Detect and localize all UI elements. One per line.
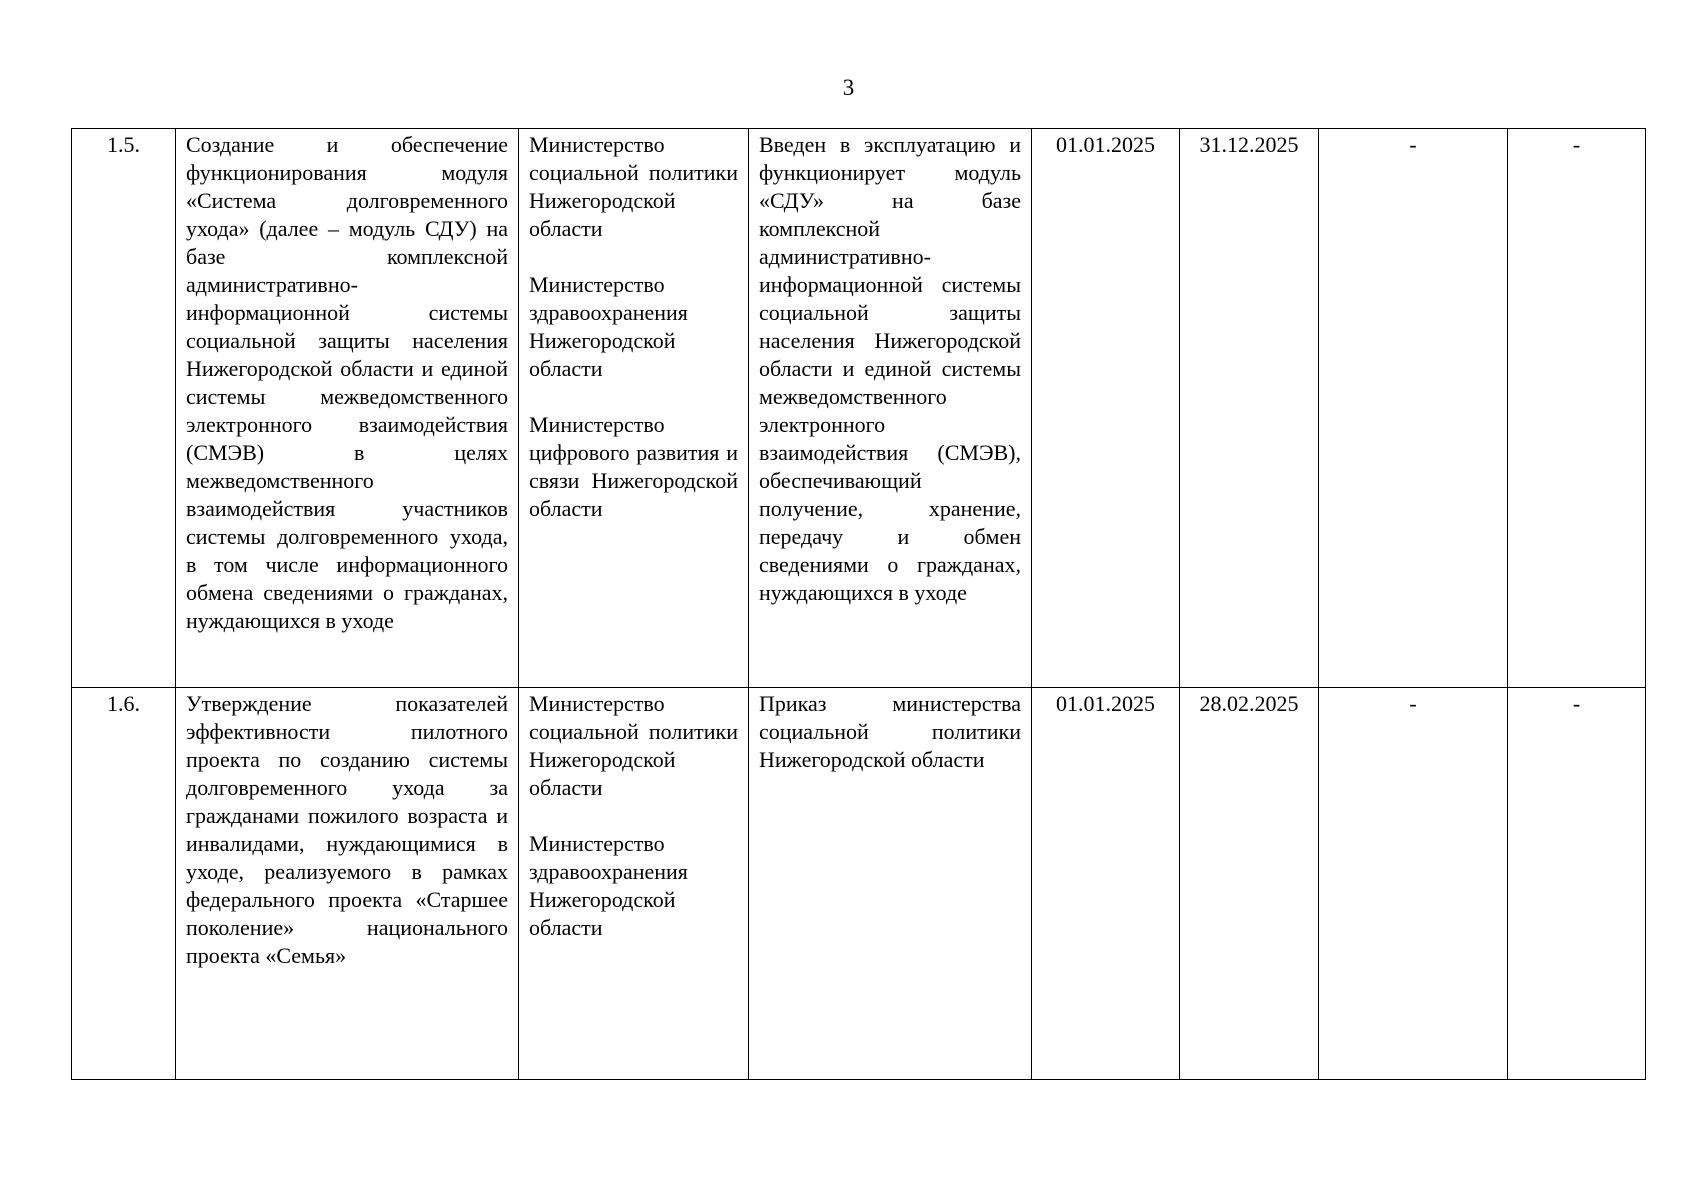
table-row [72, 688, 1646, 1080]
executor: Министерство здравоохранения Нижегородской области [529, 831, 688, 940]
executor: Министерство социальной политики Нижегородской области [529, 691, 738, 800]
executor: Министерство социальной политики Нижегородской области [529, 132, 738, 241]
expected-result: Введен в эксплуатацию и функционирует модуль «СДУ» на базе комплексной административно-информационной системы социальной защиты населения Нижегородской области и единой системы межведомственного электронного взаимодействия (СМЭВ), обеспечивающий получение, хранение, передачу и обмен сведениями о гражданах, нуждающихся в уходе [749, 129, 1032, 688]
event-description: Утверждение показателей эффективности пилотного проекта по созданию системы долговременного ухода за гражданами пожилого возраста и инвалидами, нуждающимися в уходе, реализуемого в рамках федерального проекта «Старшее поколение» национального проекта «Семья» [176, 688, 519, 1080]
end-date: 28.02.2025 [1180, 688, 1319, 1080]
cell-dash: - [1508, 688, 1646, 1080]
responsible-executors [519, 688, 749, 1080]
responsible-executors [519, 129, 749, 688]
table-row [72, 129, 1646, 688]
row-number: 1.5. [72, 129, 176, 688]
start-date: 01.01.2025 [1032, 129, 1180, 688]
cell-dash: - [1319, 129, 1508, 688]
event-description: Создание и обеспечение функционирования модуля «Система долговременного ухода» (далее – модуль СДУ) на базе комплексной административно-информационной системы социальной защиты населения Нижегородской области и единой системы межведомственного электронного взаимодействия (СМЭВ) в целях межведомственного взаимодействия участников системы долговременного ухода, в том числе информационного обмена сведениями о гражданах, нуждающихся в уходе [176, 129, 519, 688]
start-date: 01.01.2025 [1032, 688, 1180, 1080]
row-number: 1.6. [72, 688, 176, 1080]
page-number: 3 [842, 75, 855, 100]
cell-dash: - [1319, 688, 1508, 1080]
cell-dash: - [1508, 129, 1646, 688]
plan-table [71, 128, 1646, 1080]
end-date: 31.12.2025 [1180, 129, 1319, 688]
expected-result: Приказ министерства социальной политики Нижегородской области [749, 688, 1032, 1080]
executor: Министерство цифрового развития и связи Нижегородской области [529, 412, 738, 521]
executor: Министерство здравоохранения Нижегородской области [529, 272, 688, 381]
